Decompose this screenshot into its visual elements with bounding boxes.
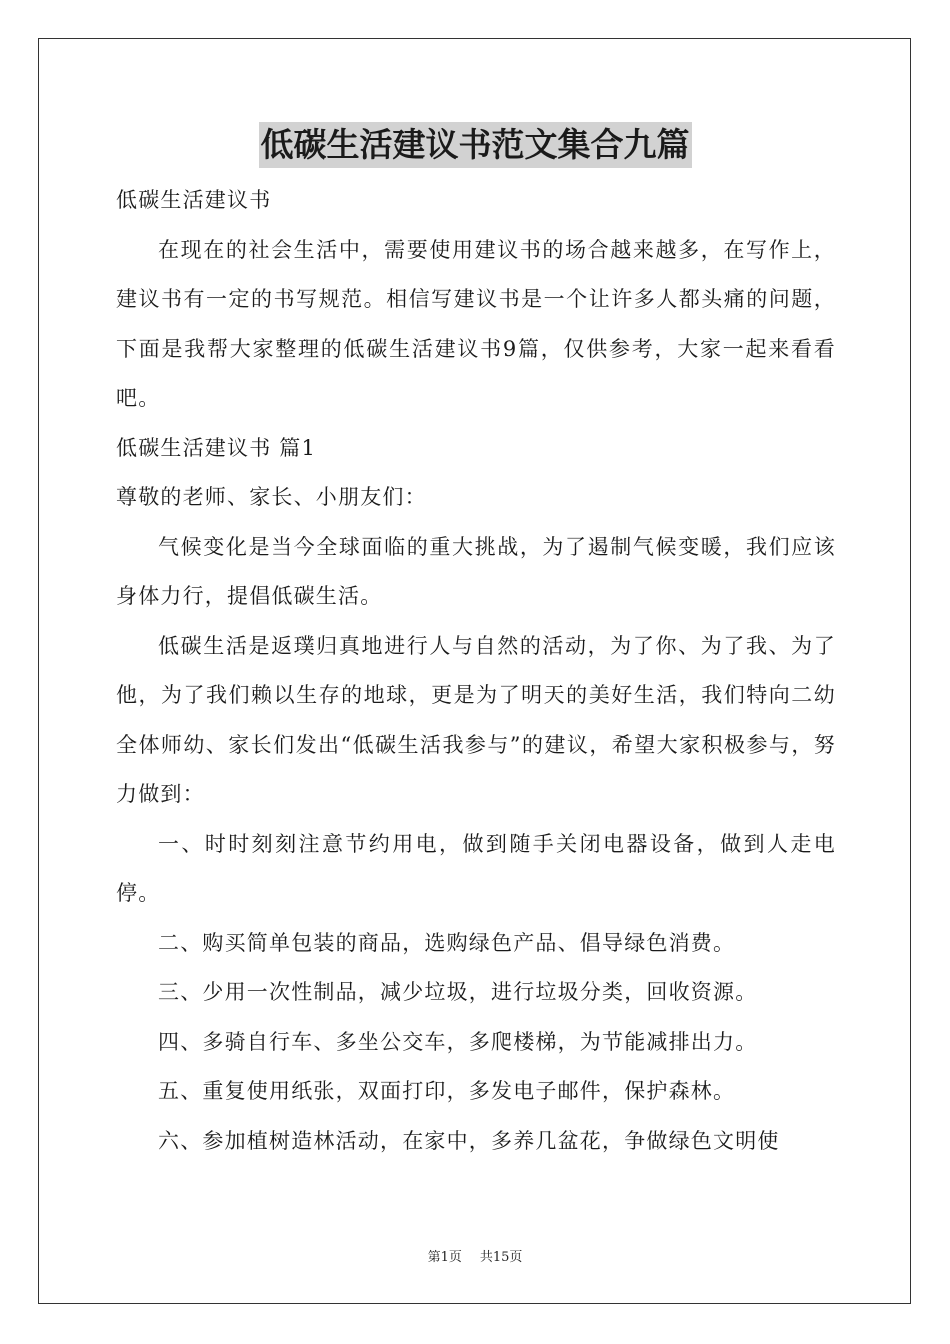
- paragraph-10: 四、多骑自行车、多坐公交车，多爬楼梯，为节能减排出力。: [158, 1029, 758, 1054]
- paragraph-4: 尊敬的老师、家长、小朋友们：: [116, 485, 427, 509]
- paragraph-6: 低碳生活是返璞归真地进行人与自然的活动，为了你、为了我、为了他，为了我们赖以生存的地球，更是为了明天的美好生活，我们特向二幼全体师幼、家长们发出“低碳生活我参与”的建议，希望大家积极参与，努力做到：: [116, 633, 836, 806]
- paragraph-8: 二、购买简单包装的商品，选购绿色产品、倡导绿色消费。: [158, 930, 736, 955]
- paragraph-1: 低碳生活建议书: [116, 188, 272, 212]
- title-area: [0, 122, 950, 168]
- document-body: [116, 176, 836, 1166]
- page-number: 第1页: [427, 1250, 462, 1265]
- paragraph-7: 一、时时刻刻注意节约用电，做到随手关闭电器设备，做到人走电停。: [116, 831, 836, 905]
- document-title: 低碳生活建议书范文集合九篇: [259, 122, 692, 168]
- paragraph-5: 气候变化是当今全球面临的重大挑战，为了遏制气候变暖，我们应该身体力行，提倡低碳生活。: [116, 534, 836, 608]
- page-footer: [0, 1246, 950, 1265]
- paragraph-12: 六、参加植树造林活动，在家中，多养几盆花，争做绿色文明使: [158, 1128, 780, 1153]
- paragraph-11: 五、重复使用纸张，双面打印，多发电子邮件，保护森林。: [158, 1079, 736, 1103]
- paragraph-2: 在现在的社会生活中，需要使用建议书的场合越来越多，在写作上，建议书有一定的书写规范。相信写建议书是一个让许多人都头痛的问题，下面是我帮大家整理的低碳生活建议书9篇，仅供参考，大家一起来看看吧。: [116, 237, 836, 410]
- paragraph-9: 三、少用一次性制品，减少垃圾，进行垃圾分类，回收资源。: [158, 980, 758, 1004]
- page-total: 共15页: [479, 1250, 523, 1265]
- paragraph-3: 低碳生活建议书 篇1: [116, 435, 317, 460]
